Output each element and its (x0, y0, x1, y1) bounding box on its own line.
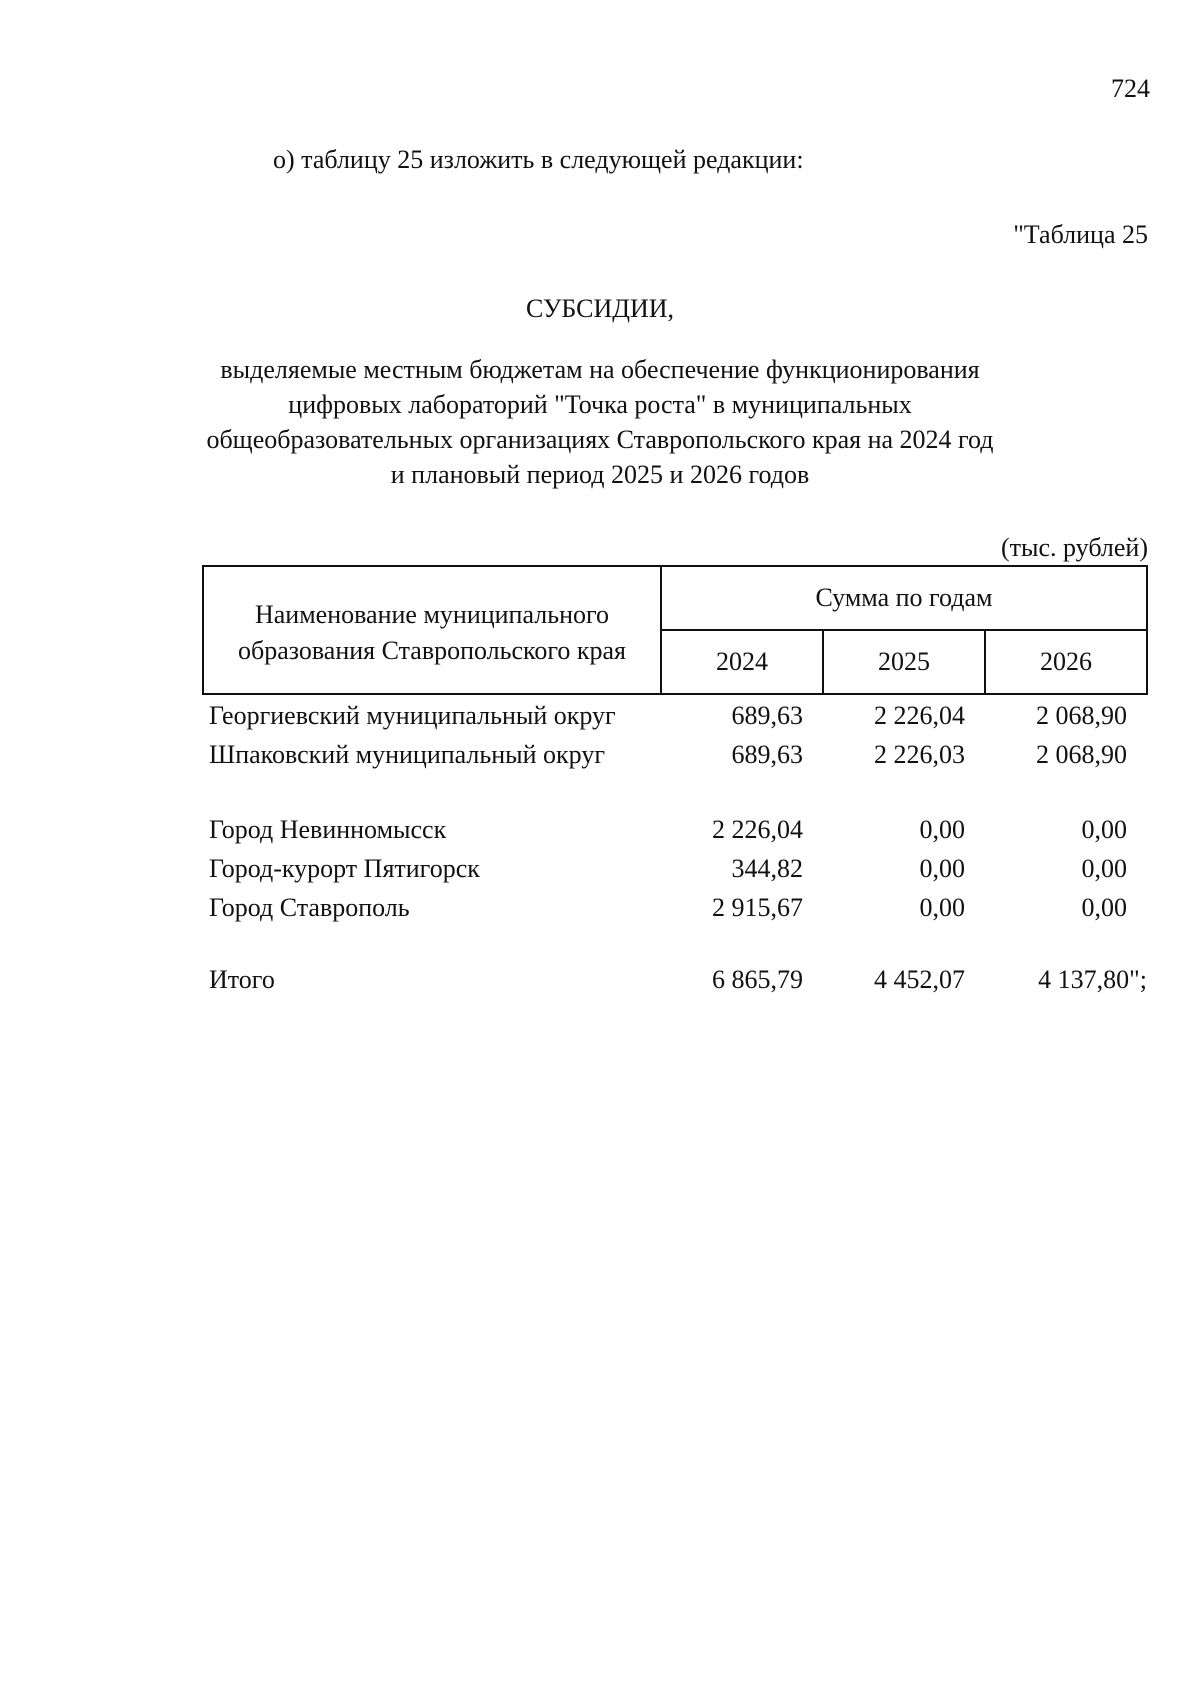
unit-note: (тыс. рублей) (1000, 533, 1148, 562)
row-value-2025: 0,00 (919, 854, 965, 883)
subtitle-line: и плановый период 2025 и 2026 годов (390, 460, 810, 489)
header-sum-by-years: Сумма по годам (661, 566, 1147, 630)
row-municipality-name: Город Невинномысск (209, 815, 447, 844)
header-year-2025: 2025 (823, 630, 985, 694)
header-municipality: Наименование муниципального образования Ставропольского края (203, 566, 661, 694)
total-row (203, 926, 1147, 998)
row-value-2024: 689,63 (731, 701, 803, 730)
header-year-2024: 2024 (661, 630, 823, 694)
table-header (203, 566, 1147, 694)
total-value-2024: 6 865,79 (712, 965, 803, 994)
row-municipality-name: Георгиевский муниципальный округ (209, 701, 616, 730)
subtitle-line: общеобразовательных организациях Ставропольского края на 2024 год (206, 425, 994, 454)
total-value-2025: 4 452,07 (874, 965, 965, 994)
total-value-2026: 4 137,80"; (1038, 965, 1148, 994)
table-label: "Таблица 25 (1013, 220, 1148, 249)
row-value-2025: 0,00 (919, 893, 965, 922)
header-year-2026: 2026 (985, 630, 1147, 694)
subsidy-table (202, 565, 1148, 998)
table-row (203, 809, 1147, 848)
table-row (203, 887, 1147, 926)
row-value-2025: 2 226,04 (874, 701, 965, 730)
table-body (203, 694, 1147, 998)
row-value-2024: 689,63 (731, 740, 803, 769)
row-value-2025: 2 226,03 (874, 740, 965, 769)
total-label: Итого (209, 965, 275, 994)
instruction-text: о) таблицу 25 изложить в следующей редакции: (273, 145, 804, 174)
row-value-2026: 0,00 (1081, 815, 1128, 844)
document-subtitle (0, 352, 1200, 492)
row-value-2024: 2 226,04 (712, 815, 803, 844)
page-number: 724 (1111, 74, 1150, 103)
row-municipality-name: Город Ставрополь (209, 893, 410, 922)
table-row (203, 734, 1147, 809)
table-row (203, 694, 1147, 734)
row-value-2025: 0,00 (919, 815, 965, 844)
document-title: СУБСИДИИ, (525, 294, 675, 323)
row-value-2024: 2 915,67 (712, 893, 803, 922)
row-municipality-name: Шпаковский муниципальный округ (209, 740, 605, 769)
row-value-2024: 344,82 (731, 854, 803, 883)
row-value-2026: 0,00 (1081, 893, 1128, 922)
subtitle-line: выделяемые местным бюджетам на обеспечение функционирования (220, 355, 980, 384)
subtitle-line: цифровых лабораторий "Точка роста" в муниципальных (288, 390, 912, 419)
row-value-2026: 0,00 (1081, 854, 1128, 883)
row-value-2026: 2 068,90 (1036, 701, 1128, 730)
row-municipality-name: Город-курорт Пятигорск (209, 854, 480, 883)
table-row (203, 848, 1147, 887)
row-value-2026: 2 068,90 (1036, 740, 1128, 769)
